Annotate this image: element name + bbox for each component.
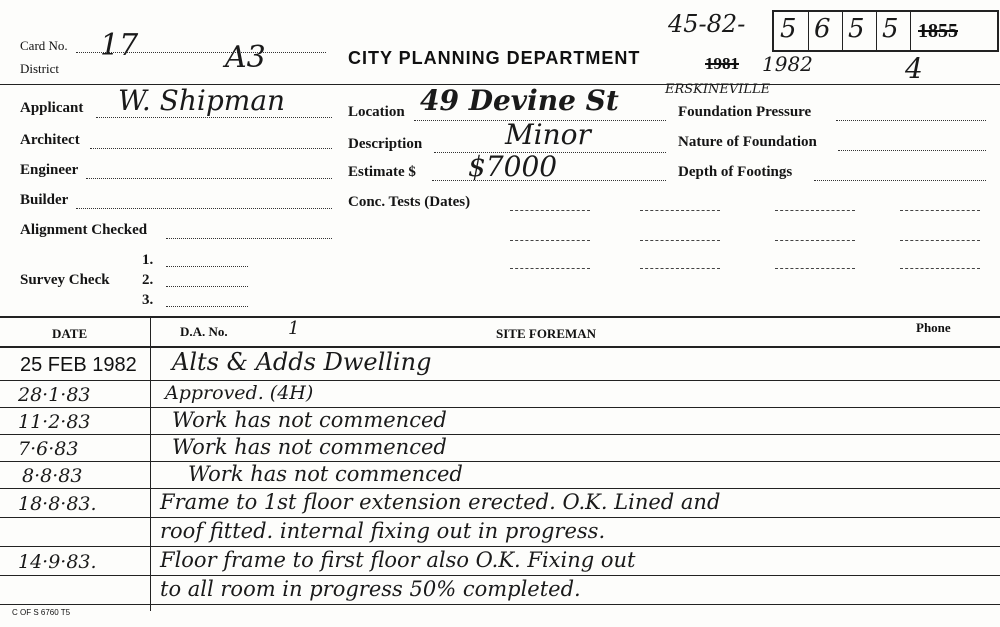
ref-divider [876, 10, 877, 50]
district-label: District [20, 61, 59, 76]
department-title: CITY PLANNING DEPARTMENT [348, 48, 641, 68]
foundation-pressure-line [836, 120, 986, 121]
suburb-value: ERSKINEVILLE [665, 82, 771, 97]
conc-test-dash [775, 240, 855, 241]
description-value: Minor [505, 118, 591, 151]
conc-test-dash [900, 240, 980, 241]
da-no-header: D.A. No. [180, 324, 228, 339]
ref-digit: 6 [814, 14, 831, 44]
ref-digit: 5 [848, 14, 865, 44]
engineer-line [86, 178, 332, 179]
row-line [0, 546, 1000, 547]
alignment-line [166, 238, 332, 239]
ref-prefix: 45-82- [668, 10, 746, 38]
location-value: 49 Devine St [420, 84, 619, 117]
log-entry: Work has not commenced [188, 462, 463, 486]
log-entry: Frame to 1st floor extension erected. O.K. Lined and [160, 490, 721, 514]
form-code: C OF S 6760 T5 [12, 608, 71, 617]
year-value: 1982 [762, 52, 813, 76]
card-no-value: 17 [100, 28, 139, 63]
ref-divider [842, 10, 843, 50]
survey-line [166, 306, 248, 307]
survey-check-label: Survey Check [20, 272, 110, 288]
conc-test-dash [640, 268, 720, 269]
district-value: A3 [225, 40, 266, 75]
log-date: 14·9·83. [18, 551, 97, 573]
ref-divider [910, 10, 911, 50]
architect-label: Architect [20, 132, 80, 148]
date-header: DATE [52, 326, 88, 341]
year-struck: 1981 [705, 54, 739, 73]
nature-of-foundation-label: Nature of Foundation [678, 134, 817, 150]
date-column-divider [150, 316, 151, 611]
applicant-label: Applicant [20, 100, 84, 116]
row-line [0, 461, 1000, 462]
survey-line [166, 266, 248, 267]
row-line [0, 407, 1000, 408]
description-label: Description [348, 136, 423, 152]
card-no-label: Card No. [20, 38, 68, 53]
row-line [0, 604, 1000, 605]
row-line [0, 434, 1000, 435]
log-date: 18·8·83. [18, 493, 97, 515]
log-date: 25 FEB 1982 [20, 354, 137, 376]
ref-digit: 5 [882, 14, 899, 44]
log-date: 7·6·83 [18, 438, 79, 460]
conc-test-dash [775, 210, 855, 211]
log-date: 11·2·83 [18, 411, 91, 433]
conc-test-dash [510, 210, 590, 211]
depth-of-footings-label: Depth of Footings [678, 164, 793, 180]
row-line [0, 575, 1000, 576]
log-entry: Alts & Adds Dwelling [172, 348, 432, 376]
location-label: Location [348, 104, 405, 120]
log-entry: Floor frame to first floor also O.K. Fixing out [160, 548, 636, 572]
ref-digit: 5 [780, 14, 797, 44]
architect-line [90, 148, 332, 149]
conc-test-dash [640, 210, 720, 211]
conc-tests-label: Conc. Tests (Dates) [348, 194, 471, 210]
estimate-value: $7000 [468, 150, 558, 183]
conc-test-dash [640, 240, 720, 241]
page-number: 4 [905, 52, 923, 85]
log-entry: Work has not commenced [172, 408, 447, 432]
site-foreman-header: SITE FOREMAN [496, 326, 597, 341]
conc-test-dash [900, 210, 980, 211]
nature-line [838, 150, 986, 151]
depth-line [814, 180, 986, 181]
conc-test-dash [900, 268, 980, 269]
alignment-checked-label: Alignment Checked [20, 222, 148, 238]
applicant-line [96, 117, 332, 118]
log-entry: to all room in progress 50% completed. [160, 577, 581, 601]
row-line [0, 488, 1000, 489]
log-date: 8·8·83 [22, 465, 83, 487]
builder-label: Builder [20, 192, 69, 208]
log-entry: Work has not commenced [172, 435, 447, 459]
survey-number: 1. [142, 252, 154, 268]
conc-test-dash [510, 240, 590, 241]
survey-number: 3. [142, 292, 154, 308]
engineer-label: Engineer [20, 162, 79, 178]
phone-header: Phone [916, 320, 951, 335]
survey-line [166, 286, 248, 287]
log-date: 28·1·83 [18, 384, 91, 406]
foundation-pressure-label: Foundation Pressure [678, 104, 812, 120]
log-entry: Approved. (4H) [165, 382, 314, 404]
conc-test-dash [510, 268, 590, 269]
builder-line [76, 208, 332, 209]
row-line [0, 380, 1000, 381]
survey-number: 2. [142, 272, 154, 288]
ref-divider [808, 10, 809, 50]
ref-printed-number: 1855 [918, 20, 958, 42]
conc-test-dash [775, 268, 855, 269]
log-entry: roof fitted. internal fixing out in progress. [160, 519, 606, 543]
row-line [0, 517, 1000, 518]
estimate-label: Estimate $ [348, 164, 416, 180]
applicant-value: W. Shipman [118, 84, 286, 117]
da-no-value: 1 [288, 318, 300, 339]
